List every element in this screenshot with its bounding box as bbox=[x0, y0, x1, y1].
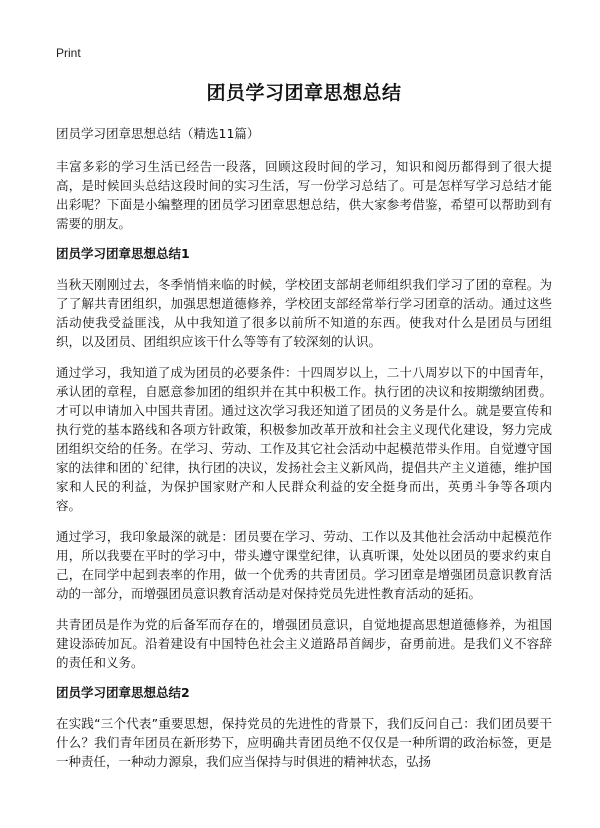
section-1-paragraph: 当秋天刚刚过去，冬季悄悄来临的时候，学校团支部胡老师组织我们学习了团的章程。为了了解共青团组织，加强思想道德修养，学校团支部经常举行学习团章的活动。通过这些活动使我受益匪浅，从中我知道了很多以前所不知道的东西。使我对什么是团员与团组织，以及团员、团组织应该干什么等等有了较深刻的认识。 bbox=[56, 277, 552, 349]
print-link[interactable]: Print bbox=[56, 46, 81, 60]
section-1-paragraph: 共青团员是作为党的后备军而存在的，增强团员意识，自觉地提高思想道德修养，为祖国建设添砖加瓦。沿着建设有中国特色社会主义道路昂首阔步，奋勇前进。是我们义不容辞的责任和义务。 bbox=[56, 617, 552, 670]
document-page bbox=[56, 46, 552, 783]
document-subtitle: 团员学习团章思想总结（精选11篇） bbox=[56, 126, 260, 141]
page-title: 团员学习团章思想总结 bbox=[206, 82, 402, 104]
section-1-paragraph: 通过学习，我知道了成为团员的必要条件：十四周岁以上，二十八周岁以下的中国青年，承认团的章程，自愿意参加团的组织并在其中积极工作。执行团的决议和按期缴纳团费。才可以申请加入中国共青团。通过这次学习我还知道了团员的义务是什么。就是要宣传和执行党的基本路线和各项方针政策，积极参加改革开放和社会主义现代化建设，努力完成团组织交给的任务。在学习、劳动、工作及其它社会活动中起模范带头作用。自觉遵守国家的法律和团的`纪律，执行团的决议，发扬社会主义新风尚，提倡共产主义道德，维护国家和人民的利益，为保护国家财产和人民群众利益的安全挺身而出，英勇斗争等各项内容。 bbox=[56, 365, 552, 513]
section-heading-2: 团员学习团章思想总结2 bbox=[56, 685, 190, 700]
section-2-paragraph: 在实践“三个代表”重要思想，保持党员的先进性的背景下，我们反问自己：我们团员要干什么？我们青年团员在新形势下，应明确共青团员绝不仅仅是一种所谓的政治标签，更是一种责任，一种动力源泉，我们应当保持与时俱进的精神状态，弘扬 bbox=[56, 716, 552, 769]
section-1-paragraph: 通过学习，我印象最深的就是：团员要在学习、劳动、工作以及其他社会活动中起模范作用，所以我要在平时的学习中，带头遵守课堂纪律，认真听课，处处以团员的要求约束自己，在同学中起到表率的作用，做一个优秀的共青团员。学习团章是增强团员意识教育活动的一部分，而增强团员意识教育活动是对保持党员先进性教育活动的延拓。 bbox=[56, 529, 552, 601]
intro-paragraph: 丰富多彩的学习生活已经告一段落，回顾这段时间的学习，知识和阅历都得到了很大提高，是时候回头总结这段时间的实习生活，写一份学习总结了。可是怎样写学习总结才能出彩呢？下面是小编整理的团员学习团章思想总结，供大家参考借鉴，希望可以帮助到有需要的朋友。 bbox=[56, 159, 552, 231]
section-heading-1: 团员学习团章思想总结1 bbox=[56, 246, 190, 261]
